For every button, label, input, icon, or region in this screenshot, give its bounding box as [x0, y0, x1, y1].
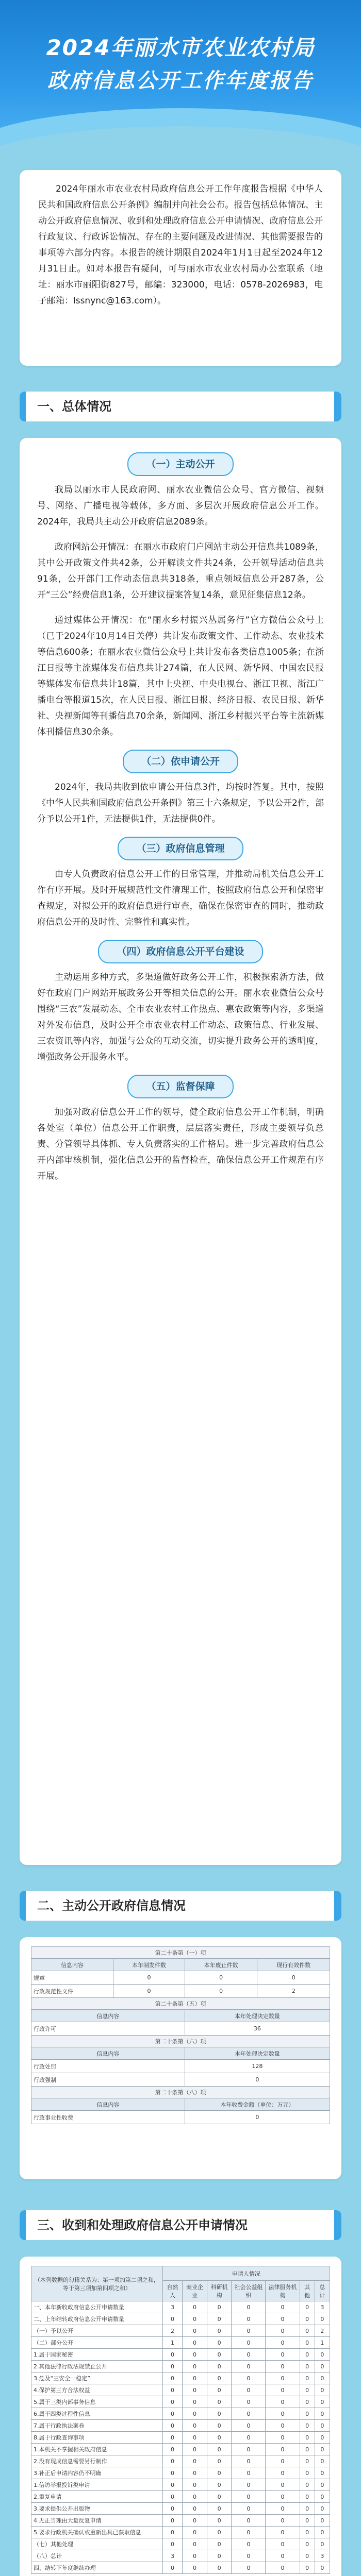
table-cell: 0: [315, 2349, 330, 2361]
table-cell: 0: [300, 2538, 315, 2550]
table-cell: 2.其他法律行政法规禁止公开: [31, 2361, 163, 2372]
table-cell: 行政事业性收费: [31, 2111, 185, 2124]
table-cell: 0: [266, 2313, 300, 2325]
paragraph: 加强对政府信息公开工作的领导，健全政府信息公开工作机制，明确各处室（单位）信息公开工作职责，层层落实责任，形成主要领导负总责、分管领导具体抓、专人负责落实的工作格局。进一步完善政府信息公开内部审核机制，强化信息公开的监督检查，确保信息公开工作规范有序开展。: [37, 1107, 324, 1181]
table-header-cell: 本年处理决定数量: [185, 2010, 330, 2022]
table-cell: 0: [232, 2408, 266, 2420]
paragraph: 由专人负责政府信息公开工作的日常管理，并推动局机关信息公开工作有序开展。及时开展规范性文件清理工作，按照政府信息公开和保密审查规定，对拟公开的政府信息进行审查，确保在保密审查的同时，推动政府信息公开的及时性、完整性和真实性。: [37, 869, 324, 927]
table-cell: 二、上年结转政府信息公开申请数量: [31, 2313, 163, 2325]
table-cell: 0: [300, 2420, 315, 2432]
subheading-wrap: [37, 837, 324, 867]
table-cell: 0: [185, 1985, 257, 1998]
table-cell: 0: [232, 2301, 266, 2313]
table-cell: 0: [162, 2479, 182, 2491]
table-cell: 0: [266, 2444, 300, 2455]
table-cell: 0: [183, 2313, 207, 2325]
table-cell: （八）总计: [31, 2550, 163, 2562]
table-cell: 0: [300, 2550, 315, 2562]
intro-card: [20, 170, 341, 366]
section-title-active-disclosure: [20, 1891, 341, 1921]
table-cell: （七）其他处理: [31, 2538, 163, 2550]
table-row: [31, 2372, 330, 2384]
table-cell: 5.要求行政机关确认或重新出具已获取信息: [31, 2527, 163, 2538]
table-cell: 128: [185, 2060, 330, 2073]
table-header-cell: 申请人情况: [162, 2266, 330, 2281]
table-cell: 0: [183, 2301, 207, 2313]
table-cell: 0: [315, 2384, 330, 2396]
table-row: [31, 2538, 330, 2550]
table-cell: 0: [266, 2455, 300, 2467]
section-title-bar: [334, 392, 341, 421]
table-cell: 行政许可: [31, 2022, 185, 2036]
table-cell: 3.危及“三安全一稳定”: [31, 2372, 163, 2384]
table-row: [31, 2420, 330, 2432]
section-title-applications: [20, 2210, 341, 2240]
table-cell: 36: [185, 2022, 330, 2036]
table-cell: 0: [266, 2479, 300, 2491]
table-cell: 0: [162, 2408, 182, 2420]
table-cell: 0: [266, 2384, 300, 2396]
table-cell: 1.信访举报投诉类申请: [31, 2479, 163, 2491]
table-cell: 0: [113, 1971, 185, 1985]
subheading-wrap: [37, 940, 324, 970]
table-cell: 四、结转下年度继续办理: [31, 2562, 163, 2574]
table-cell: 0: [183, 2408, 207, 2420]
table-cell: 0: [315, 2467, 330, 2479]
table-cell: 0: [232, 2444, 266, 2455]
table-row: [31, 2467, 330, 2479]
table-row: [31, 2432, 330, 2444]
table-cell: 3: [315, 2301, 330, 2313]
table-cell: 0: [266, 2372, 300, 2384]
table-cell: 5.属于三类内部事务信息: [31, 2396, 163, 2408]
table-cell: 0: [300, 2562, 315, 2574]
table-applications-card: [20, 2257, 341, 2576]
table-header-cell: 本年制发件数: [113, 1959, 185, 1971]
table-cell: 2: [257, 1985, 330, 1998]
table-cell: 0: [183, 2337, 207, 2349]
table-cell: 0: [207, 2408, 232, 2420]
table-cell: 6.属于四类过程性信息: [31, 2408, 163, 2420]
table-row: [31, 2073, 330, 2087]
table-cell: 0: [300, 2384, 315, 2396]
table-cell: 0: [300, 2313, 315, 2325]
table-cell: 3: [315, 2550, 330, 2562]
table-header-cell: 科研机构: [207, 2281, 232, 2301]
table-row: [31, 1985, 330, 1998]
table-cell: 0: [266, 2515, 300, 2527]
table-header-cell: 社会公益组织: [232, 2281, 266, 2301]
paragraph: 2024年，我局共收到依申请公开信息3件，均按时答复。其中，按照《中华人民共和国政府信息公开条例》第三十六条规定，予以公开2件，部分予以公开1件，无法提供1件，无法提供0件。: [37, 782, 324, 824]
table-cell: 0: [162, 2444, 182, 2455]
table-cell: 0: [162, 2361, 182, 2372]
table-cell: 0: [185, 2111, 330, 2124]
table-cell: 0: [266, 2467, 300, 2479]
paragraph: 政府网站公开情况：在丽水市政府门户网站主动公开信息共1089条，其中公开政策文件共42条，公开解读文件共24条，公开领导活动信息共91条，公开部门工作动态信息共318条，重点领域信息公开287条，公开“三公”经费信息1条，公开建议提案答复14条，意见征集信息12条。: [37, 542, 324, 600]
table-cell: 0: [300, 2479, 315, 2491]
table-cell: 0: [266, 2408, 300, 2420]
table-row: [31, 2361, 330, 2372]
table-cell: 0: [207, 2467, 232, 2479]
table-cell: 0: [315, 2527, 330, 2538]
table-row: [31, 2408, 330, 2420]
table-cell: 0: [207, 2349, 232, 2361]
table-cell: 4.无正当理由大量反复申请: [31, 2515, 163, 2527]
table-cell: 0: [266, 2325, 300, 2337]
table-cell: 0: [266, 2491, 300, 2503]
table-row: [31, 2479, 330, 2491]
table-row: [31, 2349, 330, 2361]
subheading-supervision: （五）监督保障: [127, 1075, 233, 1098]
table-cell: 0: [232, 2467, 266, 2479]
table-cell: 0: [162, 2384, 182, 2396]
table-cell: 0: [315, 2491, 330, 2503]
table-row: [31, 2455, 330, 2467]
table-cell: 0: [183, 2420, 207, 2432]
table-cell: 0: [207, 2503, 232, 2515]
table-cell: 0: [315, 2455, 330, 2467]
table-cell: 0: [266, 2432, 300, 2444]
table-cell: 0: [300, 2491, 315, 2503]
table-cell: 0: [183, 2444, 207, 2455]
table-cell: 0: [257, 1971, 330, 1985]
table-cell: 0: [300, 2515, 315, 2527]
table-cell: 0: [162, 2562, 182, 2574]
table-cell: 0: [183, 2562, 207, 2574]
table-cell: 0: [183, 2467, 207, 2479]
table-cell: 0: [183, 2491, 207, 2503]
table-cell: 7.属于行政执法案卷: [31, 2420, 163, 2432]
table-cell: 0: [162, 2467, 182, 2479]
table-cell: 8.属于行政查询事项: [31, 2432, 163, 2444]
table-header-cell: 本年废止件数: [185, 1959, 257, 1971]
table-cell: 0: [232, 2455, 266, 2467]
table-cell: 0: [315, 2538, 330, 2550]
table-cell: 0: [162, 2491, 182, 2503]
table-cell: 0: [232, 2420, 266, 2432]
table-cell: 0: [315, 2503, 330, 2515]
table-cell: 0: [183, 2479, 207, 2491]
table-cell: 0: [232, 2491, 266, 2503]
table-cell: 0: [162, 2432, 182, 2444]
table-header-cell: 信息内容: [31, 2098, 185, 2111]
table-row: [31, 2503, 330, 2515]
table-row: [31, 2060, 330, 2073]
table-cell: 1: [315, 2337, 330, 2349]
subheading-platform-building: （四）政府信息公开平台建设: [98, 940, 262, 963]
table-cell: 0: [207, 2515, 232, 2527]
table-cell: 0: [207, 2491, 232, 2503]
table-cell: 0: [266, 2538, 300, 2550]
table-cell: 0: [232, 2550, 266, 2562]
table-cell: 0: [207, 2313, 232, 2325]
table-active-disclosure: [31, 1946, 330, 2124]
table-cell: 0: [300, 2337, 315, 2349]
table-row: [31, 2111, 330, 2124]
table-cell: 1.属于国家秘密: [31, 2349, 163, 2361]
table-cell: 0: [300, 2503, 315, 2515]
table-row: [31, 2313, 330, 2325]
subheading-active-disclosure: （一）主动公开: [127, 452, 233, 476]
subheading-wrap: [37, 452, 324, 482]
table-cell: 0: [207, 2361, 232, 2372]
table-section-title: 第二十条第（一）项: [31, 1947, 330, 1959]
section-title-text: 一、总体情况: [37, 399, 111, 414]
table-cell: 0: [183, 2384, 207, 2396]
table-cell: 0: [266, 2396, 300, 2408]
report-header: [0, 0, 361, 162]
table-cell: 0: [300, 2432, 315, 2444]
table-cell: 0: [232, 2527, 266, 2538]
table-cell: 0: [183, 2538, 207, 2550]
table-cell: 4.保护第三方合法权益: [31, 2384, 163, 2396]
table-header-cell: 其他: [300, 2281, 315, 2301]
table-cell: 0: [300, 2372, 315, 2384]
section-title-bar: [334, 2210, 341, 2240]
table-cell: 0: [232, 2361, 266, 2372]
table-section-title: 第二十条第（八）项: [31, 2087, 330, 2098]
subheading-wrap: [37, 1075, 324, 1105]
table-cell: 0: [300, 2349, 315, 2361]
table-cell: 1: [162, 2337, 182, 2349]
table-cell: 0: [232, 2515, 266, 2527]
table-cell: 0: [300, 2455, 315, 2467]
table-cell: 0: [183, 2455, 207, 2467]
table-cell: 0: [232, 2372, 266, 2384]
table-section-title: 第二十条第（六）项: [31, 2036, 330, 2047]
table-cell: 行政规范性文件: [31, 1985, 113, 1998]
table-cell: 0: [232, 2538, 266, 2550]
table-cell: 0: [207, 2337, 232, 2349]
paragraph: 主动运用多种方式，多渠道做好政务公开工作，积极探索新方法，做好在政府门户网站开展政务公开等相关信息的公开。丽水农业微信公众号围绕“三农”发展动态、全市农业农村工作热点、惠农政策等内容，多渠道对外发布信息，及时公开全市农业农村工作动态、政策信息、行业发展、三农资讯等内容，加强与公众的互动交流，切实提升政务公开的透明度，增强政务公开服务水平。: [37, 972, 324, 1062]
table-cell: 0: [232, 2396, 266, 2408]
table-cell: 0: [300, 2527, 315, 2538]
table-cell: 1.本机关不掌握相关政府信息: [31, 2444, 163, 2455]
section-title-overview: [20, 392, 341, 421]
table-cell: 0: [207, 2325, 232, 2337]
table-cell: 3: [162, 2301, 182, 2313]
table-cell: 0: [207, 2455, 232, 2467]
section-title-text: 二、主动公开政府信息情况: [37, 1899, 186, 1913]
subheading-application-disclosure: （二）依申请公开: [123, 750, 238, 773]
table-cell: 0: [300, 2444, 315, 2455]
table-cell: 0: [162, 2396, 182, 2408]
table-cell: 0: [315, 2361, 330, 2372]
table-cell: 3: [162, 2550, 182, 2562]
table-cell: 0: [315, 2420, 330, 2432]
table-cell: 0: [162, 2372, 182, 2384]
table-cell: 0: [185, 2073, 330, 2087]
table-header-cell: 现行有效件数: [257, 1959, 330, 1971]
table-header-cell: 本年收费金额（单位：万元）: [185, 2098, 330, 2111]
table-cell: 0: [183, 2396, 207, 2408]
table-cell: 0: [207, 2527, 232, 2538]
table-cell: 0: [232, 2349, 266, 2361]
table-cell: 0: [207, 2372, 232, 2384]
report-title: 政府信息公开工作年度报告: [47, 69, 314, 93]
table-cell: 0: [207, 2538, 232, 2550]
table-cell: 0: [183, 2527, 207, 2538]
table-cell: 0: [183, 2372, 207, 2384]
table-cell: 0: [266, 2337, 300, 2349]
table-cell: 0: [266, 2361, 300, 2372]
subheading-wrap: [37, 750, 324, 779]
table-cell: 2: [315, 2325, 330, 2337]
table-cell: 0: [315, 2372, 330, 2384]
table-cell: 规章: [31, 1971, 113, 1985]
table-header-cell: 总计: [315, 2281, 330, 2301]
table-cell: 0: [266, 2562, 300, 2574]
table-cell: 0: [207, 2479, 232, 2491]
table-cell: 0: [185, 1971, 257, 1985]
table-cell: 0: [315, 2396, 330, 2408]
table-cell: 0: [183, 2349, 207, 2361]
table-cell: 0: [266, 2301, 300, 2313]
table-cell: 0: [300, 2301, 315, 2313]
table-cell: 2.没有现成信息需要另行制作: [31, 2455, 163, 2467]
table-cell: 0: [266, 2550, 300, 2562]
table-cell: 0: [183, 2325, 207, 2337]
table-row: [31, 2515, 330, 2527]
table-cell: 0: [315, 2515, 330, 2527]
table-cell: 0: [162, 2420, 182, 2432]
table-header-cell: 商业企业: [183, 2281, 207, 2301]
table-cell: 0: [207, 2550, 232, 2562]
table-cell: 3.补正后申请内容仍不明确: [31, 2467, 163, 2479]
table-cell: 0: [315, 2313, 330, 2325]
overview-card: [20, 438, 341, 1865]
table-cell: 0: [300, 2361, 315, 2372]
table-cell: 0: [232, 2325, 266, 2337]
table-cell: 0: [300, 2467, 315, 2479]
table-cell: 行政处罚: [31, 2060, 185, 2073]
table-cell: 0: [162, 2503, 182, 2515]
table-cell: 0: [315, 2408, 330, 2420]
table-row: [31, 2022, 330, 2036]
section-title-text: 三、收到和处理政府信息公开申请情况: [37, 2218, 248, 2232]
table-header-cell: 信息内容: [31, 1959, 113, 1971]
table-row: [31, 2337, 330, 2349]
table-row: [31, 2527, 330, 2538]
table-cell: 2.重复申请: [31, 2491, 163, 2503]
table-row: [31, 2396, 330, 2408]
table-cell: 0: [232, 2337, 266, 2349]
table-active-disclosure-card: [20, 1937, 341, 2179]
table-cell: 0: [232, 2562, 266, 2574]
report-title-year: 2024年丽水市农业农村局: [46, 35, 315, 60]
table-cell: 0: [162, 2313, 182, 2325]
table-header-cell: （本列数据的勾稽关系为：第一项加第二项之和，等于第三项加第四项之和）: [31, 2266, 163, 2301]
table-cell: 0: [232, 2313, 266, 2325]
table-cell: 0: [162, 2527, 182, 2538]
table-cell: 0: [183, 2361, 207, 2372]
table-cell: 0: [183, 2503, 207, 2515]
paragraph: 通过媒体公开情况：在“丽水乡村振兴丛属务行”官方微信公众号上（已于2024年10月14日关停）共计发布政策文件、工作动态、农业技术等信息600条；在丽水农业微信公众号上共计发布各类信息1005条；在浙江日报等主流媒体发布信息共计274篇，在人民网、新华网、中国农民报等媒体发布信息共计18篇，其中上央视、中央电视台、浙江卫视、浙江广播电台等报道15次，在人民日报、浙江日报、经济日报、农民日报、新华社、央视新闻等刊播信息70余条，新闻网、浙江乡村振兴平台等主流新媒体刊播信息30余条。: [37, 615, 324, 737]
table-cell: 0: [300, 2396, 315, 2408]
table-cell: 0: [232, 2432, 266, 2444]
table-cell: 0: [266, 2420, 300, 2432]
table-row: [31, 1971, 330, 1985]
table-cell: 0: [207, 2396, 232, 2408]
table-cell: 0: [315, 2444, 330, 2455]
table-cell: 0: [232, 2384, 266, 2396]
table-cell: 0: [183, 2515, 207, 2527]
table-header-cell: 信息内容: [31, 2047, 185, 2060]
table-section-title: 第二十条第（五）项: [31, 1998, 330, 2010]
table-row: [31, 2384, 330, 2396]
table-cell: 0: [266, 2349, 300, 2361]
table-cell: 0: [207, 2432, 232, 2444]
table-header-cell: 自然人: [162, 2281, 182, 2301]
section-title-bar: [334, 1891, 341, 1921]
table-cell: 0: [162, 2538, 182, 2550]
table-cell: 0: [162, 2515, 182, 2527]
table-header-cell: 信息内容: [31, 2010, 185, 2022]
table-cell: 2: [162, 2325, 182, 2337]
table-cell: 0: [232, 2479, 266, 2491]
table-row: [31, 2325, 330, 2337]
table-cell: 0: [300, 2408, 315, 2420]
table-row: [31, 2562, 330, 2574]
table-cell: 0: [207, 2562, 232, 2574]
table-cell: 0: [162, 2349, 182, 2361]
table-row: [31, 2491, 330, 2503]
table-cell: 0: [113, 1985, 185, 1998]
subheading-info-management: （三）政府信息管理: [118, 837, 243, 860]
table-cell: 0: [207, 2301, 232, 2313]
table-cell: （一）予以公开: [31, 2325, 163, 2337]
table-cell: 0: [315, 2562, 330, 2574]
table-cell: 0: [300, 2325, 315, 2337]
table-header-cell: 本年处理决定数量: [185, 2047, 330, 2060]
table-cell: 0: [162, 2455, 182, 2467]
intro-text: 2024年丽水市农业农村局政府信息公开工作年度报告根据《中华人民共和国政府信息公开条例》编制并向社会公布。报告包括总体情况、主动公开政府信息情况、收到和处理政府信息公开申请情况、政府信息公开行政复议、行政诉讼情况、存在的主要问题及改进情况、其他需要报告的事项等六部分内容。本报告的统计期限自2024年1月1日起至2024年12月31日止。如对本报告有疑问，可与丽水市农业农村局办公室联系（地址：丽水市丽阳街827号，邮编：323000，电话：0578-2026983，电子邮箱：lssnync@163.com）。: [38, 184, 323, 306]
table-row: [31, 2301, 330, 2313]
table-cell: 行政强制: [31, 2073, 185, 2087]
table-cell: 0: [266, 2503, 300, 2515]
table-row: [31, 2550, 330, 2562]
table-cell: 0: [207, 2444, 232, 2455]
table-cell: 0: [207, 2420, 232, 2432]
table-cell: 0: [315, 2479, 330, 2491]
paragraph: 我局以丽水市人民政府网、丽水农业微信公众号、官方微信、视频号、网络、广播电视等载体，多方面、多层次开展政府信息公开工作。2024年，我局共主动公开政府信息2089条。: [37, 485, 324, 527]
table-row: [31, 2444, 330, 2455]
table-cell: 3.要求提供公开出版物: [31, 2503, 163, 2515]
table-header-cell: 法律服务机构: [266, 2281, 300, 2301]
table-applications: [31, 2266, 330, 2574]
table-cell: 0: [183, 2432, 207, 2444]
table-cell: 0: [315, 2432, 330, 2444]
table-cell: 0: [183, 2550, 207, 2562]
table-cell: 0: [232, 2503, 266, 2515]
table-cell: 0: [207, 2384, 232, 2396]
table-cell: 0: [266, 2527, 300, 2538]
table-cell: （二）部分公开: [31, 2337, 163, 2349]
table-cell: 一、本年新收政府信息公开申请数量: [31, 2301, 163, 2313]
